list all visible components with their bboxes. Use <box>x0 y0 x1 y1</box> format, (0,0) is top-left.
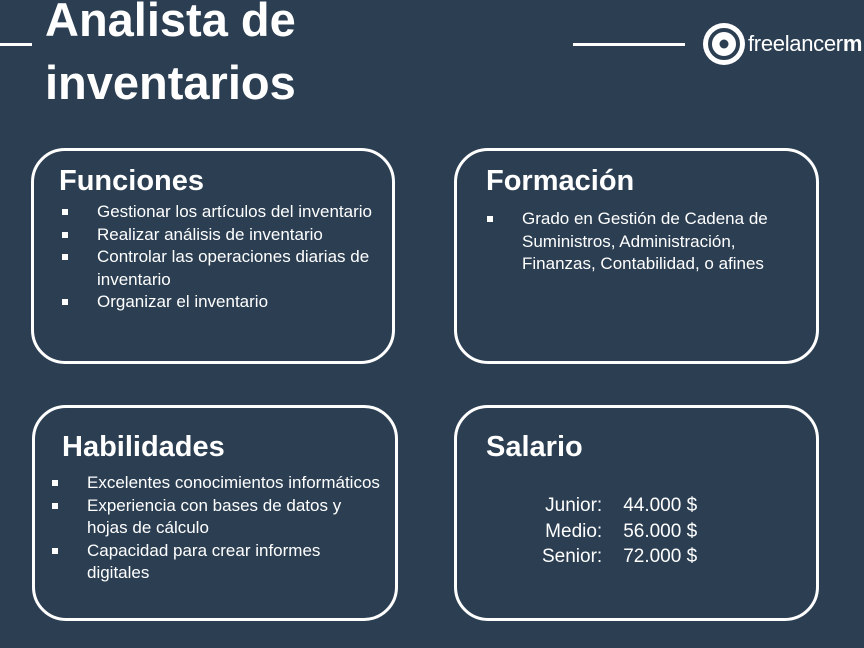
list-item: Capacidad para crear informes digitales <box>52 540 382 585</box>
habilidades-card <box>32 405 398 621</box>
salary-amount: 44.000 $ <box>623 495 698 516</box>
salario-heading: Salario <box>486 431 583 463</box>
decorative-rule-left <box>0 43 32 46</box>
salary-level: Junior: <box>545 495 603 516</box>
logo-text: freelancerm <box>748 31 863 56</box>
freelancermap-logo <box>703 23 862 65</box>
decorative-rule-right <box>573 43 685 46</box>
salary-amount: 56.000 $ <box>623 520 698 542</box>
list-item: Organizar el inventario <box>62 291 382 314</box>
list-item: Gestionar los artículos del inventario <box>62 201 382 224</box>
list-item: Realizar análisis de inventario <box>62 224 382 247</box>
salary-level: Medio: <box>545 520 603 542</box>
formacion-list <box>487 208 807 276</box>
salary-row <box>542 544 697 570</box>
formacion-card <box>454 148 819 364</box>
list-item: Excelentes conocimientos informáticos <box>52 472 382 495</box>
salary-level: Senior: <box>542 546 603 567</box>
page-title <box>45 0 296 114</box>
list-item: Experiencia con bases de datos y hojas de cálculo <box>52 495 382 540</box>
list-item: Controlar las operaciones diarias de inventario <box>62 246 382 291</box>
title-line-2: inventarios <box>45 56 296 109</box>
salary-row <box>542 493 697 519</box>
freelancermap-logo-icon <box>703 23 745 65</box>
funciones-heading: Funciones <box>59 165 205 197</box>
formacion-heading: Formación <box>486 165 635 197</box>
title-line-1: Analista de <box>45 0 296 46</box>
salario-card <box>454 405 819 621</box>
salary-row <box>542 519 697 545</box>
list-item: Grado en Gestión de Cadena de Suministros, Administración, Finanzas, Contabilidad, o afines <box>487 208 807 276</box>
salary-table <box>542 493 697 570</box>
funciones-card <box>31 148 395 364</box>
habilidades-heading: Habilidades <box>62 431 225 463</box>
salary-amount: 72.000 $ <box>623 546 698 567</box>
funciones-list <box>62 201 382 314</box>
habilidades-list <box>52 472 382 585</box>
